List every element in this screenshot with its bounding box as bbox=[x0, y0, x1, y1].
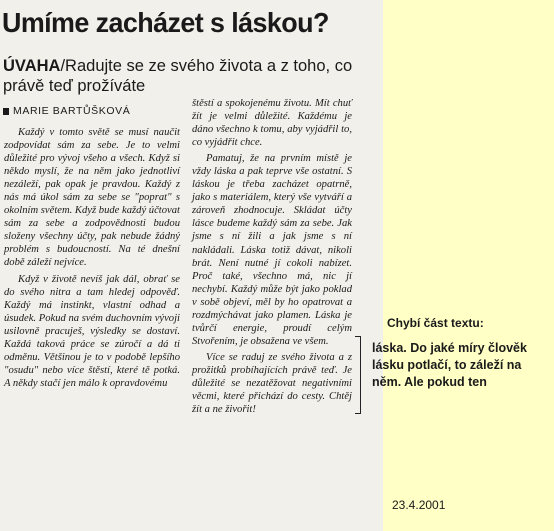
clipping-date: 23.4.2001 bbox=[392, 498, 446, 512]
column-2-paragraph-1: štěstí a spokojenému životu. Mít chuť žít je velmi důležité. Každému je dáno všechno k tomu, aby vyjádřil to, co vyjádřit chce. bbox=[192, 98, 352, 149]
column-1-paragraph-1: Každý v tomto světě se musí naučit zodpovídat sám za sebe. Je to velmi důležité pro vývoj všeho a všech. Když si někdo myslí, že na něm jako jednotliví nezáleží, pak opak je pravdou. Každý z nás má úkol sám za sebe se "poprat" s okolním světem. Když bude každý účtovat sám za sebe a zodpovědnosti budou složeny všechny účty, pak nebude žádný problém s budoucností. Na té dnešní době záleží nejvíce. bbox=[4, 127, 180, 269]
article-kicker: ÚVAHA bbox=[3, 57, 61, 75]
column-1-paragraph-2: Když v životě nevíš jak dál, obrať se do svého nitra a tam hledej odpověď. Každý má instinkt, vlastní odhad a úsudek. Pokud na svém duchovním vývoji usilovně pracuješ, výsledky se dostaví. Každá taková práce se zúročí a dá ti odměnu. Většinou je to v podobě lepšího "osudu" nebo více štěstí, které tě potká. A někdy stačí jen málo k opravdovému bbox=[4, 273, 180, 389]
column-2-paragraph-3: Více se raduj ze svého života a z prožitků probíhajících právě teď. Je důležité se nezatěžovat negativními věcmi, které přichází do cesty. Chtěj žít a ne živořit! bbox=[192, 351, 352, 416]
article-column-1 bbox=[4, 126, 180, 390]
article-headline: Umíme zacházet s láskou? bbox=[2, 7, 329, 38]
missing-text-title: Chybí část textu: bbox=[387, 316, 484, 330]
article-column-2 bbox=[192, 97, 352, 416]
column-2-paragraph-2: Pamatuj, že na prvním místě je vždy láska a pak teprve vše ostatní. S láskou je třeba zacházet opatrně, jako s materiálem, který vše vytváří a zároveň zhodnocuje. Skládat účty lásce budeme každý sám za sebe. Jak jsme s ní žili a jak jsme s ní nakládali. Láska totiž dávat, nikoli brát. Není nutné jí cokoli nabízet. Proč také, všechno má, nic jí nechybí. Každý může být jako poklad v sobě objeví, měl by ho opatrovat a rozdmýchávat jako plamen. Láska je tvůrčí energie, proudí celým Stvořením, je obsažena ve všem. bbox=[192, 153, 352, 347]
missing-text-content: láska. Do jaké míry člověk lásku potlačí, to záleží na něm. Ale pokud ten bbox=[372, 341, 527, 389]
article-byline bbox=[3, 105, 130, 117]
article-subtitle-text: Radujte se ze svého života a z toho, co právě teď prožíváte bbox=[3, 57, 353, 95]
missing-text-bracket bbox=[355, 336, 361, 414]
article-subtitle: ÚVAHA/Radujte se ze svého života a z toho, co právě teď prožíváte bbox=[3, 57, 353, 95]
byline-author: MARIE BARTŮŠKOVÁ bbox=[13, 105, 131, 117]
byline-square-icon bbox=[3, 108, 9, 115]
